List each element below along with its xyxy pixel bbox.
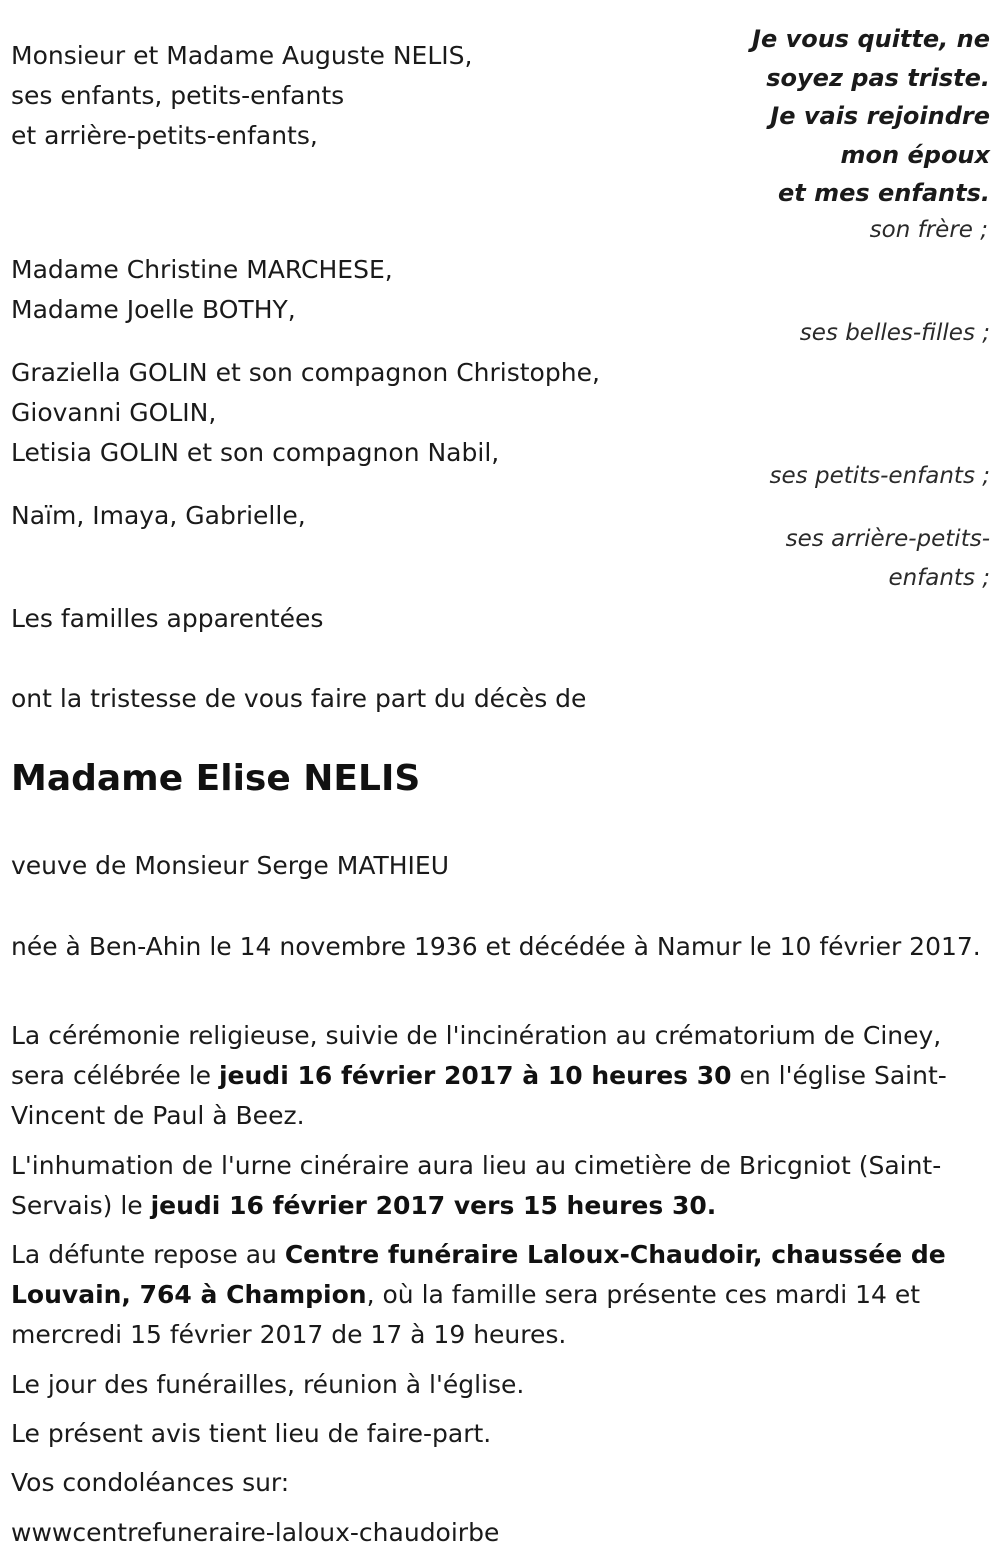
family-name-line: Madame Joelle BOTHY,: [11, 295, 296, 324]
poem-line: soyez pas triste.: [766, 63, 990, 92]
poem-line: et mes enfants.: [778, 179, 990, 207]
notice-line: Le présent avis tient lieu de faire-part.: [11, 1419, 492, 1448]
poem-line: Je vous quitte, ne: [752, 25, 990, 53]
condolences-website: wwwcentrefuneraire-laloux-chaudoirbe: [11, 1518, 500, 1547]
family-name-line: Giovanni GOLIN,: [11, 398, 217, 427]
family-name-line: Naïm, Imaya, Gabrielle,: [11, 501, 306, 530]
burial-paragraph: [11, 1146, 986, 1226]
relation-label: ses arrière-petits-: [785, 526, 990, 552]
burial-date-time: jeudi 16 février 2017 vers 15 heures 30.: [150, 1191, 717, 1220]
resting-place-paragraph: [11, 1235, 986, 1355]
family-name-line: Letisia GOLIN et son compagnon Nabil,: [11, 438, 500, 467]
deceased-name: Madame Elise NELIS: [11, 758, 421, 799]
family-name-line: Graziella GOLIN et son compagnon Christophe,: [11, 358, 600, 387]
relation-label: son frère ;: [869, 217, 988, 243]
poem-line: mon époux: [840, 140, 990, 169]
family-name-line: ses enfants, petits-enfants: [11, 81, 345, 110]
poem-line: Je vais rejoindre: [770, 102, 990, 130]
condolences-label: Vos condoléances sur:: [11, 1468, 290, 1497]
relation-label: ses belles-filles ;: [799, 320, 990, 346]
resting-place-text: La défunte repose au: [11, 1240, 285, 1269]
relation-label: ses petits-enfants ;: [769, 463, 990, 489]
announcement-intro: ont la tristesse de vous faire part du décès de: [11, 684, 587, 713]
family-name-line: Madame Christine MARCHESE,: [11, 255, 393, 284]
ceremony-paragraph: [11, 1016, 986, 1136]
family-name-line: et arrière-petits-enfants,: [11, 121, 318, 150]
ceremony-text: La cérémonie religieuse, suivie de l'incinération au crématorium de Ciney, sera célébrée le: [11, 1021, 942, 1090]
ceremony-text: en l'église Saint-Vincent de Paul à Beez.: [11, 1061, 947, 1130]
funeral-center-address: Centre funéraire Laloux-Chaudoir, chaussée de Louvain, 764 à Champion: [11, 1240, 946, 1309]
relatives-line: Les familles apparentées: [11, 604, 324, 633]
gathering-line: Le jour des funérailles, réunion à l'église.: [11, 1370, 525, 1399]
relation-label: enfants ;: [888, 565, 990, 591]
poem-quote: [730, 20, 990, 213]
burial-text: L'inhumation de l'urne cinéraire aura lieu au cimetière de Bricgniot (Saint-Servais) le: [11, 1151, 942, 1220]
ceremony-date-time: jeudi 16 février 2017 à 10 heures 30: [218, 1061, 732, 1090]
family-name-line: Monsieur et Madame Auguste NELIS,: [11, 41, 473, 70]
resting-place-text: , où la famille sera présente ces mardi 14 et mercredi 15 février 2017 de 17 à 19 heures.: [11, 1280, 921, 1349]
widow-of-line: veuve de Monsieur Serge MATHIEU: [11, 851, 450, 880]
birth-death-line: née à Ben-Ahin le 14 novembre 1936 et décédée à Namur le 10 février 2017.: [11, 932, 981, 961]
